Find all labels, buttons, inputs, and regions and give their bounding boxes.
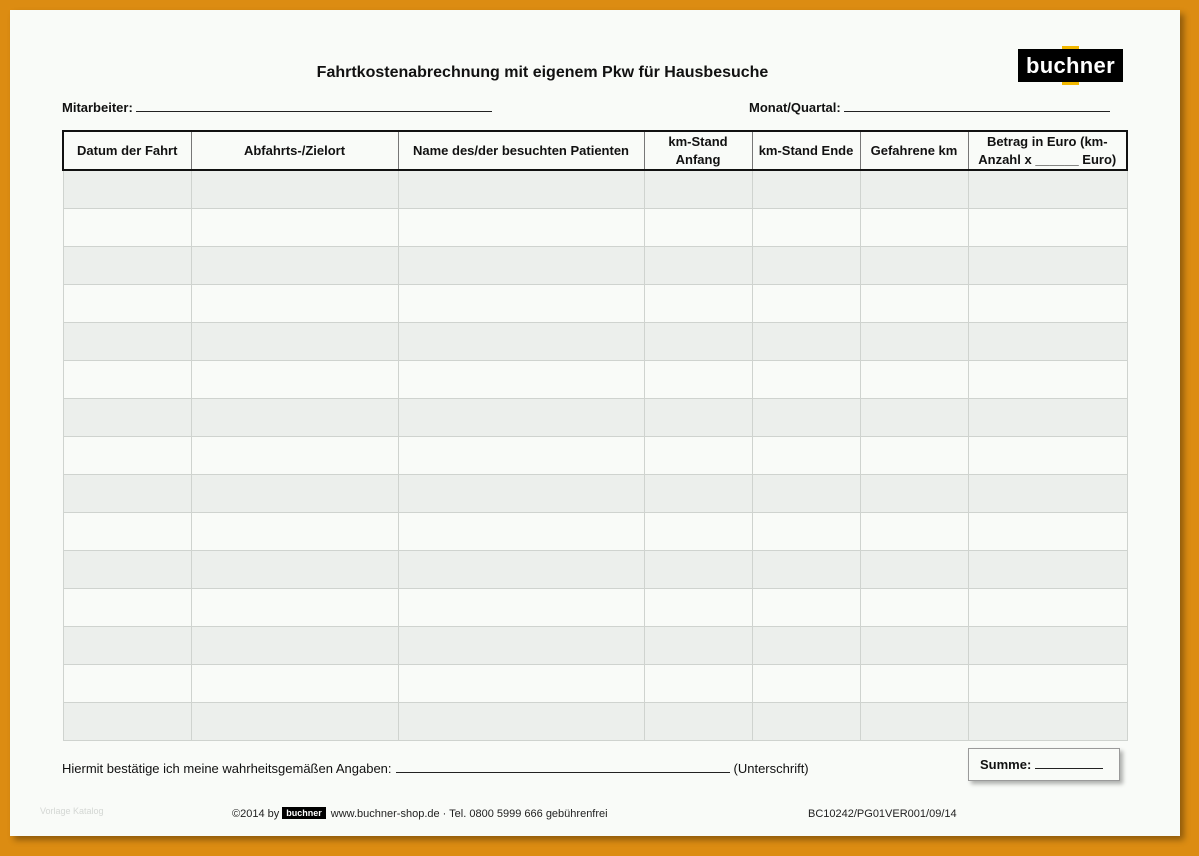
summe-box [968, 748, 1120, 781]
cell-ort[interactable] [191, 550, 398, 588]
table-header-row [63, 131, 1127, 170]
table-row [63, 474, 1127, 512]
cell-gefahrene-km[interactable] [860, 360, 968, 398]
buchner-logo [1018, 49, 1123, 82]
cell-km-anfang[interactable] [644, 436, 752, 474]
cell-ort[interactable] [191, 436, 398, 474]
cell-gefahrene-km[interactable] [860, 284, 968, 322]
cell-km-ende[interactable] [752, 588, 860, 626]
cell-ort[interactable] [191, 360, 398, 398]
cell-gefahrene-km[interactable] [860, 664, 968, 702]
cell-km-anfang[interactable] [644, 474, 752, 512]
cell-ort[interactable] [191, 208, 398, 246]
table-row [63, 360, 1127, 398]
cell-km-ende[interactable] [752, 664, 860, 702]
cell-gefahrene-km[interactable] [860, 398, 968, 436]
cell-km-ende[interactable] [752, 474, 860, 512]
cell-km-anfang[interactable] [644, 588, 752, 626]
cell-gefahrene-km[interactable] [860, 550, 968, 588]
cell-km-ende[interactable] [752, 284, 860, 322]
cell-betrag[interactable] [968, 664, 1127, 702]
watermark-text: Vorlage Katalog [40, 806, 104, 816]
cell-ort[interactable] [191, 626, 398, 664]
cell-datum[interactable] [63, 170, 191, 208]
cell-km-ende[interactable] [752, 246, 860, 284]
cell-datum[interactable] [63, 360, 191, 398]
table-row [63, 284, 1127, 322]
cell-betrag[interactable] [968, 208, 1127, 246]
cell-km-ende[interactable] [752, 322, 860, 360]
cell-gefahrene-km[interactable] [860, 588, 968, 626]
cell-ort[interactable] [191, 170, 398, 208]
cell-betrag[interactable] [968, 702, 1127, 740]
cell-km-anfang[interactable] [644, 170, 752, 208]
cell-km-ende[interactable] [752, 360, 860, 398]
cell-km-anfang[interactable] [644, 208, 752, 246]
cell-patient[interactable] [398, 664, 644, 702]
monat-quartal-field [749, 100, 1110, 115]
cell-km-anfang[interactable] [644, 284, 752, 322]
form-code: BC10242/PG01VER001/09/14 [808, 808, 957, 820]
cell-km-anfang[interactable] [644, 246, 752, 284]
cell-gefahrene-km[interactable] [860, 246, 968, 284]
cell-patient[interactable] [398, 246, 644, 284]
cell-datum[interactable] [63, 474, 191, 512]
cell-ort[interactable] [191, 284, 398, 322]
logo-text: buchner [1026, 53, 1115, 78]
cell-km-anfang[interactable] [644, 550, 752, 588]
table-row [63, 322, 1127, 360]
table-row [63, 702, 1127, 740]
cell-ort[interactable] [191, 474, 398, 512]
cell-patient[interactable] [398, 436, 644, 474]
signature-label: (Unterschrift) [733, 761, 809, 776]
cell-betrag[interactable] [968, 360, 1127, 398]
cell-km-anfang[interactable] [644, 322, 752, 360]
cell-patient[interactable] [398, 208, 644, 246]
cell-km-anfang[interactable] [644, 626, 752, 664]
cell-km-ende[interactable] [752, 170, 860, 208]
cell-datum[interactable] [63, 588, 191, 626]
table-row [63, 550, 1127, 588]
mitarbeiter-field [62, 100, 492, 115]
cell-patient[interactable] [398, 588, 644, 626]
cell-ort[interactable] [191, 322, 398, 360]
cell-km-ende[interactable] [752, 550, 860, 588]
table-row [63, 246, 1127, 284]
cell-betrag[interactable] [968, 322, 1127, 360]
cell-ort[interactable] [191, 702, 398, 740]
cell-km-ende[interactable] [752, 436, 860, 474]
cell-ort[interactable] [191, 246, 398, 284]
cell-km-ende[interactable] [752, 398, 860, 436]
cell-patient[interactable] [398, 626, 644, 664]
cell-km-ende[interactable] [752, 512, 860, 550]
cell-betrag[interactable] [968, 170, 1127, 208]
cell-betrag[interactable] [968, 588, 1127, 626]
table-row [63, 436, 1127, 474]
cell-km-ende[interactable] [752, 626, 860, 664]
cell-patient[interactable] [398, 550, 644, 588]
cell-betrag[interactable] [968, 398, 1127, 436]
cell-patient[interactable] [398, 474, 644, 512]
table-row [63, 208, 1127, 246]
cell-betrag[interactable] [968, 246, 1127, 284]
cell-ort[interactable] [191, 588, 398, 626]
column-header-patient: Name des/der besuchten Patienten [398, 131, 644, 170]
table-row [63, 170, 1127, 208]
contact-text: www.buchner-shop.de · Tel. 0800 5999 666 gebührenfrei [330, 808, 608, 820]
cell-datum[interactable] [63, 208, 191, 246]
table-body [63, 170, 1127, 740]
cell-gefahrene-km[interactable] [860, 474, 968, 512]
table-row [63, 512, 1127, 550]
cell-patient[interactable] [398, 360, 644, 398]
cell-datum[interactable] [63, 512, 191, 550]
cell-patient[interactable] [398, 398, 644, 436]
cell-patient[interactable] [398, 702, 644, 740]
cell-datum[interactable] [63, 702, 191, 740]
column-header-ort: Abfahrts-/Zielort [191, 131, 398, 170]
cell-ort[interactable] [191, 398, 398, 436]
column-header-datum: Datum der Fahrt [63, 131, 191, 170]
cell-datum[interactable] [63, 284, 191, 322]
cell-km-anfang[interactable] [644, 360, 752, 398]
cell-km-anfang[interactable] [644, 664, 752, 702]
cell-datum[interactable] [63, 398, 191, 436]
summe-input-line[interactable] [1035, 758, 1103, 769]
cell-datum[interactable] [63, 246, 191, 284]
logo-accent-top [1062, 46, 1079, 49]
cell-km-anfang[interactable] [644, 702, 752, 740]
cell-ort[interactable] [191, 512, 398, 550]
monat-quartal-label: Monat/Quartal: [749, 100, 841, 115]
cell-betrag[interactable] [968, 284, 1127, 322]
cell-patient[interactable] [398, 284, 644, 322]
cell-gefahrene-km[interactable] [860, 702, 968, 740]
logo-accent-bottom [1062, 82, 1079, 85]
summe-label: Summe: [980, 757, 1032, 772]
cell-patient[interactable] [398, 170, 644, 208]
copyright-text: ©2014 by [232, 808, 280, 820]
cell-betrag[interactable] [968, 512, 1127, 550]
cell-ort[interactable] [191, 664, 398, 702]
cell-km-anfang[interactable] [644, 398, 752, 436]
cell-betrag[interactable] [968, 550, 1127, 588]
cell-datum[interactable] [63, 436, 191, 474]
table-row [63, 588, 1127, 626]
cell-km-ende[interactable] [752, 702, 860, 740]
table-row [63, 626, 1127, 664]
cell-km-anfang[interactable] [644, 512, 752, 550]
form-page [10, 10, 1180, 836]
cell-betrag[interactable] [968, 436, 1127, 474]
table-row [63, 398, 1127, 436]
cell-gefahrene-km[interactable] [860, 170, 968, 208]
confirmation-text: Hiermit bestätige ich meine wahrheitsgemäßen Angaben: [62, 761, 392, 776]
footer-buchner-logo: buchner [282, 807, 326, 819]
column-header-km-anfang: km-Stand Anfang [644, 131, 752, 170]
confirmation-line [62, 761, 809, 776]
cell-gefahrene-km[interactable] [860, 436, 968, 474]
column-header-gefahrene-km: Gefahrene km [860, 131, 968, 170]
cell-gefahrene-km[interactable] [860, 208, 968, 246]
cell-patient[interactable] [398, 322, 644, 360]
cell-gefahrene-km[interactable] [860, 626, 968, 664]
cell-datum[interactable] [63, 550, 191, 588]
cell-datum[interactable] [63, 322, 191, 360]
footer-contact [232, 808, 608, 820]
mitarbeiter-input-line[interactable] [136, 101, 492, 112]
column-header-km-ende: km-Stand Ende [752, 131, 860, 170]
cell-datum[interactable] [63, 626, 191, 664]
cell-gefahrene-km[interactable] [860, 512, 968, 550]
column-header-betrag: Betrag in Euro (km-Anzahl x ______ Euro) [968, 131, 1127, 170]
cell-patient[interactable] [398, 512, 644, 550]
monat-quartal-input-line[interactable] [844, 101, 1110, 112]
cell-datum[interactable] [63, 664, 191, 702]
cell-km-ende[interactable] [752, 208, 860, 246]
trip-log-table [62, 130, 1128, 741]
cell-betrag[interactable] [968, 474, 1127, 512]
cell-gefahrene-km[interactable] [860, 322, 968, 360]
mitarbeiter-label: Mitarbeiter: [62, 100, 133, 115]
signature-input-line[interactable] [396, 762, 730, 773]
table-row [63, 664, 1127, 702]
cell-betrag[interactable] [968, 626, 1127, 664]
page-title: Fahrtkostenabrechnung mit eigenem Pkw für Hausbesuche [316, 64, 769, 81]
